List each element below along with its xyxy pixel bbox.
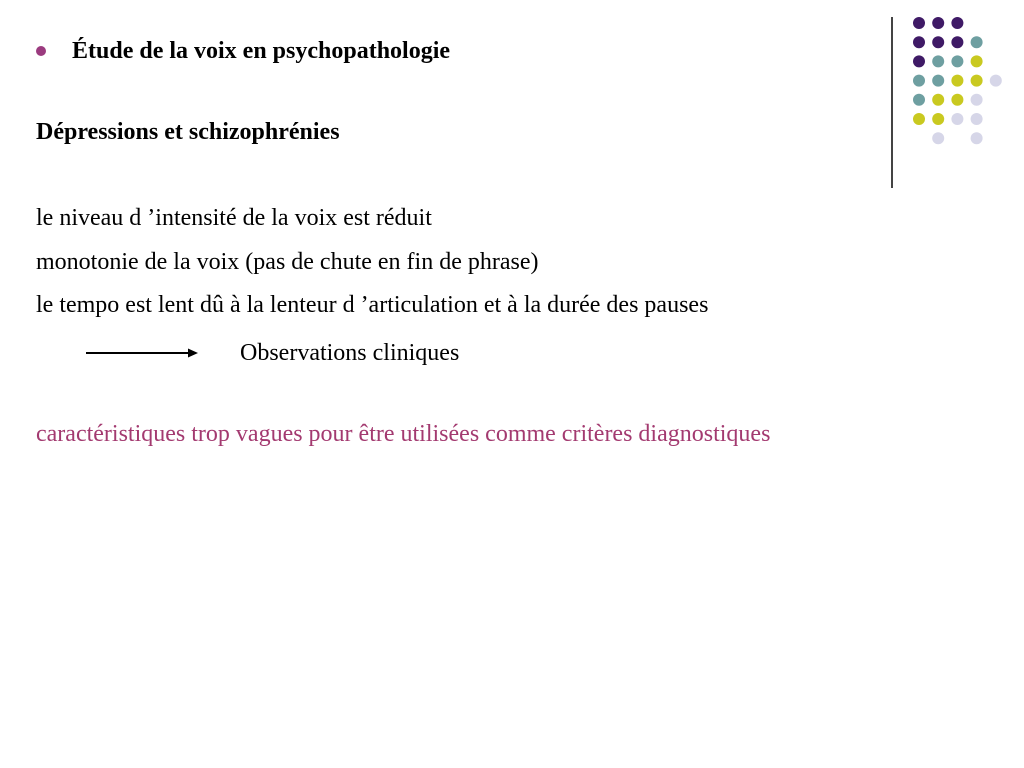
body-line-monotony: monotonie de la voix (pas de chute en fin de phrase): [36, 249, 539, 275]
decorative-dot: [932, 55, 944, 67]
decorative-dot: [951, 17, 963, 29]
decorative-dot: [971, 94, 983, 106]
decorative-dot: [990, 75, 1002, 87]
decorative-dot: [971, 36, 983, 48]
decorative-dot: [971, 113, 983, 125]
decorative-dot: [913, 113, 925, 125]
decorative-dot: [951, 55, 963, 67]
decorative-dot: [951, 36, 963, 48]
decorative-dot: [951, 94, 963, 106]
decorative-dot: [913, 75, 925, 87]
decorative-dot-grid: [0, 0, 1024, 200]
decorative-dot: [971, 132, 983, 144]
decorative-dot: [913, 55, 925, 67]
body-line-intensity: le niveau d ’intensité de la voix est réduit: [36, 205, 432, 231]
right-arrow-icon: [86, 347, 198, 359]
slide-subtitle: Dépressions et schizophrénies: [36, 119, 340, 145]
decorative-dot: [913, 94, 925, 106]
decorative-dot: [932, 17, 944, 29]
observation-label: Observations cliniques: [240, 339, 460, 366]
decorative-dot: [932, 132, 944, 144]
decorative-dot: [913, 17, 925, 29]
body-line-tempo: le tempo est lent dû à la lenteur d ’articulation et à la durée des pauses: [36, 292, 709, 318]
decorative-dot: [971, 55, 983, 67]
decorative-dot: [932, 113, 944, 125]
decorative-dot: [932, 36, 944, 48]
slide-title: Étude de la voix en psychopathologie: [72, 37, 451, 64]
decorative-dot: [971, 75, 983, 87]
decorative-dot: [932, 75, 944, 87]
decorative-dot: [951, 113, 963, 125]
observation-row: [86, 335, 459, 371]
conclusion-text: caractéristiques trop vagues pour être utilisées comme critères diagnostiques: [36, 421, 771, 447]
decorative-dot: [951, 75, 963, 87]
decorative-dot: [932, 94, 944, 106]
decorative-dot: [913, 36, 925, 48]
